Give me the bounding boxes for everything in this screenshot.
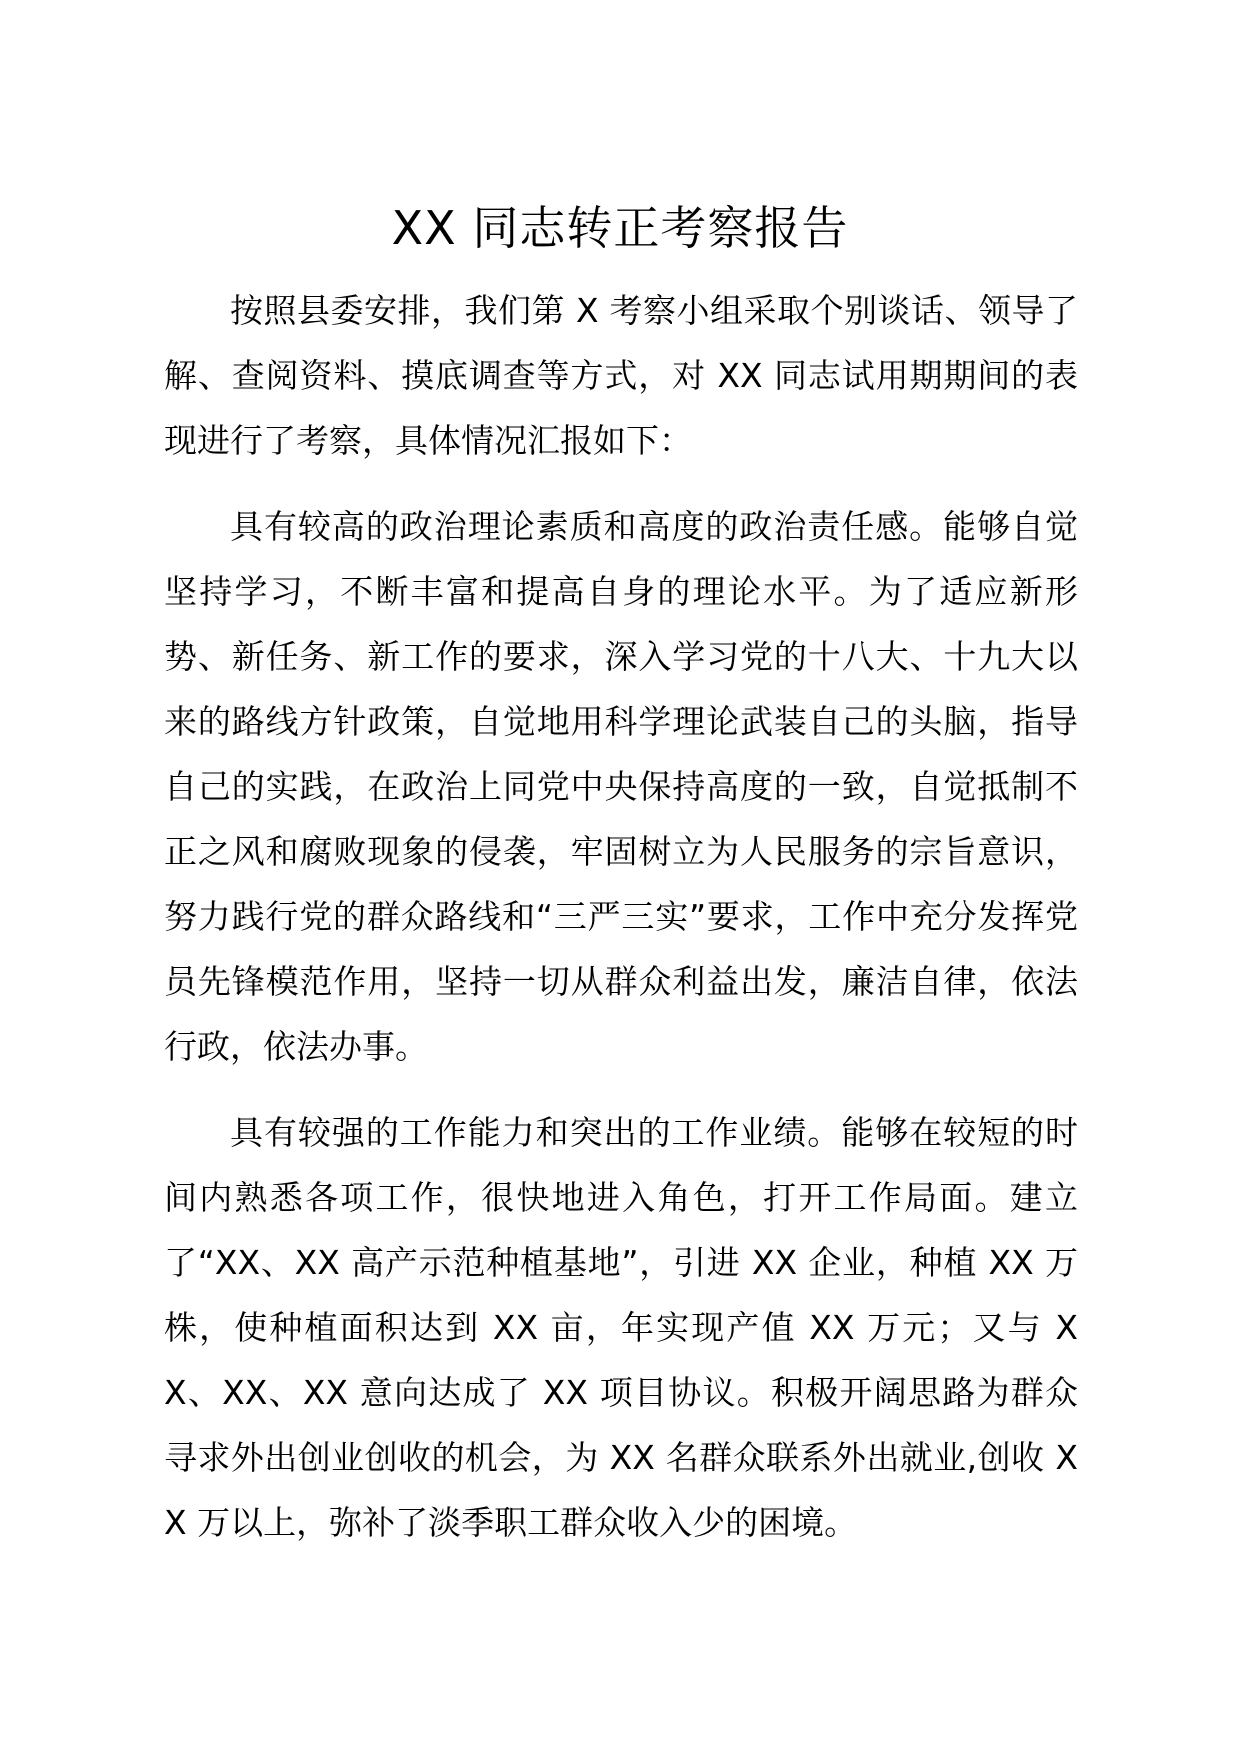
paragraph-work-performance: 具有较强的工作能力和突出的工作业绩。能够在较短的时间内熟悉各项工作，很快地进入角色，打开工作局面。建立了“XX、XX 高产示范种植基地”，引进 XX 企业，种植 XX 万株，使种植面积达到 XX 亩，年实现产值 XX 万元；又与 XX、XX、XX 意向达成了 XX 项目协议。积极开阔思路为群众寻求外出创业创收的机会，为 XX 名群众联系外出就业,创收 XX 万以上，弥补了淡季职工群众收入少的困境。 [164, 1113, 1078, 1542]
paragraph-intro: 按照县委安排，我们第 X 考察小组采取个别谈话、领导了解、查阅资料、摸底调查等方式，对 XX 同志试用期期间的表现进行了考察，具体情况汇报如下： [164, 291, 1078, 460]
paragraph-political-quality: 具有较高的政治理论素质和高度的政治责任感。能够自觉坚持学习，不断丰富和提高自身的理论水平。为了适应新形势、新任务、新工作的要求，深入学习党的十八大、十九大以来的路线方针政策，自觉地用科学理论武装自己的头脑，指导自己的实践，在政治上同党中央保持高度的一致，自觉抵制不正之风和腐败现象的侵袭，牢固树立为人民服务的宗旨意识，努力践行党的群众路线和“三严三实”要求，工作中充分发挥党员先锋模范作用，坚持一切从群众利益出发，廉洁自律，依法行政，依法办事。 [164, 507, 1078, 1066]
document-body [164, 278, 1078, 1576]
document-title: XX 同志转正考察报告 [391, 201, 849, 255]
